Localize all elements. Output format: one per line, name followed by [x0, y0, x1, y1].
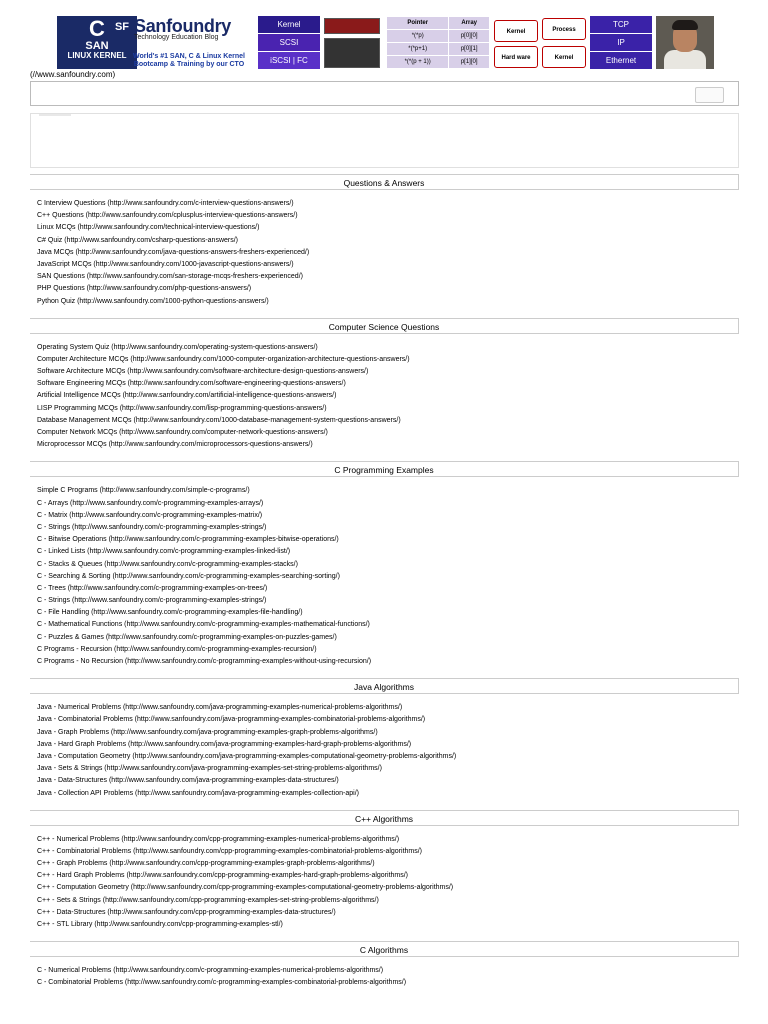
kernel-box: Kernel [542, 46, 586, 68]
list-item[interactable] [37, 907, 739, 919]
list-item[interactable] [37, 210, 739, 222]
section-cpp-algorithms [30, 810, 739, 932]
list-item[interactable] [37, 427, 739, 439]
link[interactable]: Software Engineering MCQs (http://www.sanfoundry.com/software-engineering-questions-answers/) [37, 380, 346, 388]
link[interactable]: Java - Hard Graph Problems (http://www.sanfoundry.com/java-programming-examples-hard-graph-problems-algorithms/) [37, 740, 412, 748]
list-item[interactable] [37, 403, 739, 415]
link[interactable]: C - Matrix (http://www.sanfoundry.com/c-programming-examples-matrix/) [37, 511, 263, 519]
list-item[interactable] [37, 619, 739, 631]
list-item[interactable] [37, 965, 739, 977]
link[interactable]: SAN Questions (http://www.sanfoundry.com/san-storage-mcqs-freshers-experienced/) [37, 273, 303, 281]
list-item[interactable] [37, 390, 739, 402]
link[interactable]: C - Linked Lists (http://www.sanfoundry.com/c-programming-examples-linked-list/) [37, 548, 291, 556]
network-layer: IP [590, 34, 652, 51]
list-item[interactable] [37, 977, 739, 989]
link-list [30, 477, 739, 668]
photo-shirt [664, 50, 706, 69]
switch-unit [324, 18, 380, 34]
list-item[interactable] [37, 546, 739, 558]
sf-logo-icon: SF [112, 18, 132, 36]
list-item[interactable] [37, 198, 739, 210]
search-bar[interactable] [30, 81, 739, 106]
link[interactable]: Software Architecture MCQs (http://www.sanfoundry.com/software-architecture-design-questions-answers/) [37, 368, 369, 376]
link[interactable]: C - File Handling (http://www.sanfoundry.com/c-programming-examples-file-handling/) [37, 609, 303, 617]
stack-layer: iSCSI | FC [258, 52, 320, 69]
list-item[interactable] [37, 775, 739, 787]
list-item[interactable] [37, 510, 739, 522]
pointer-cell: *(*p) [387, 30, 449, 43]
list-item[interactable] [37, 283, 739, 295]
cto-photo[interactable] [656, 16, 714, 69]
process-box: Process [542, 18, 586, 40]
list-item[interactable] [37, 259, 739, 271]
list-item[interactable] [37, 702, 739, 714]
list-item[interactable] [37, 354, 739, 366]
list-item[interactable] [37, 559, 739, 571]
link[interactable]: C Interview Questions (http://www.sanfoundry.com/c-interview-questions-answers/) [37, 200, 294, 207]
network-layer: Ethernet [590, 52, 652, 69]
photo-hair [672, 20, 698, 30]
link[interactable]: C# Quiz (http://www.sanfoundry.com/csharp-questions-answers/) [37, 236, 239, 244]
kernel-process-graphic [494, 16, 586, 69]
list-item[interactable] [37, 727, 739, 739]
list-item[interactable] [37, 714, 739, 726]
link[interactable]: Java - Collection API Problems (http://www.sanfoundry.com/java-programming-examples-collection-api/) [37, 789, 359, 797]
section-c-algorithms [30, 941, 739, 989]
server-hardware-image [324, 16, 380, 69]
link[interactable]: Java - Computation Geometry (http://www.sanfoundry.com/java-programming-examples-computational-geometry-problems-algorithms/) [37, 752, 457, 760]
link[interactable]: C++ - Numerical Problems (http://www.sanfoundry.com/cpp-programming-examples-numerical-problems-algorithms/) [37, 835, 400, 843]
link-list [30, 190, 739, 308]
link[interactable]: Java - Graph Problems (http://www.sanfoundry.com/java-programming-examples-graph-problems-algorithms/) [37, 728, 378, 736]
pointer-cell: *(*(p + 1)) [387, 56, 449, 69]
link[interactable]: Python Quiz (http://www.sanfoundry.com/1000-python-questions-answers/) [37, 297, 269, 305]
link[interactable]: C Programs - Recursion (http://www.sanfoundry.com/c-programming-examples-recursion/) [37, 645, 317, 653]
link[interactable]: C - Combinatorial Problems (http://www.sanfoundry.com/c-programming-examples-combinatorial-problems-algorithms/) [37, 979, 407, 987]
stack-layer: Kernel [258, 16, 320, 33]
list-item[interactable] [37, 235, 739, 247]
section-heading: C Programming Examples [30, 461, 739, 477]
list-item[interactable] [37, 595, 739, 607]
link[interactable]: C - Strings (http://www.sanfoundry.com/c-programming-examples-strings/) [37, 597, 267, 605]
section-heading: Questions & Answers [30, 174, 739, 190]
list-item[interactable] [37, 247, 739, 259]
sanfoundry-brand[interactable] [112, 16, 252, 69]
section-heading: C Algorithms [30, 941, 739, 957]
link[interactable]: C++ - Combinatorial Problems (http://www.sanfoundry.com/cpp-programming-examples-combinatorial-problems-algorithms/) [37, 847, 423, 855]
logo-kernel-text: LINUX KERNEL [67, 51, 127, 61]
link[interactable]: Artificial Intelligence MCQs (http://www.sanfoundry.com/artificial-intelligence-questions-answers/) [37, 392, 337, 400]
list-item[interactable] [37, 296, 739, 308]
list-item[interactable] [37, 498, 739, 510]
list-item[interactable] [37, 834, 739, 846]
link[interactable]: C - Puzzles & Games (http://www.sanfoundry.com/c-programming-examples-on-puzzles-games/) [37, 633, 337, 641]
link[interactable]: C - Mathematical Functions (http://www.sanfoundry.com/c-programming-examples-mathematical-functions/) [37, 621, 370, 629]
link[interactable]: C - Searching & Sorting (http://www.sanfoundry.com/c-programming-examples-searching-sorting/) [37, 572, 340, 580]
link[interactable]: C - Bitwise Operations (http://www.sanfoundry.com/c-programming-examples-bitwise-operations/) [37, 536, 339, 544]
section-c-programming-examples [30, 461, 739, 668]
header-banner[interactable] [30, 14, 739, 71]
list-item[interactable] [37, 858, 739, 870]
link[interactable]: Linux MCQs (http://www.sanfoundry.com/technical-interview-questions/) [37, 224, 260, 232]
stack-layer: SCSI [258, 34, 320, 51]
link[interactable]: Java - Numerical Problems (http://www.sanfoundry.com/java-programming-examples-numerical-problems-algorithms/) [37, 704, 403, 712]
section-heading: Computer Science Questions [30, 318, 739, 334]
list-item[interactable] [37, 522, 739, 534]
list-item[interactable] [37, 607, 739, 619]
link[interactable]: C++ - Data-Structures (http://www.sanfoundry.com/cpp-programming-examples-data-structures/) [37, 908, 336, 916]
site-home-link[interactable]: (//www.sanfoundry.com) [30, 70, 116, 79]
section-heading: Java Algorithms [30, 678, 739, 694]
list-item[interactable] [37, 763, 739, 775]
link[interactable]: C - Trees (http://www.sanfoundry.com/c-programming-examples-on-trees/) [37, 584, 268, 592]
array-header: Array [449, 17, 490, 30]
pointer-header: Pointer [387, 17, 449, 30]
link[interactable]: PHP Questions (http://www.sanfoundry.com/php-questions-answers/) [37, 285, 252, 293]
link[interactable]: Java - Sets & Strings (http://www.sanfoundry.com/java-programming-examples-set-string-problems-algorithms/) [37, 765, 382, 773]
list-item[interactable] [37, 751, 739, 763]
link[interactable]: Java MCQs (http://www.sanfoundry.com/java-questions-answers-freshers-experienced/) [37, 248, 310, 256]
list-item[interactable] [37, 366, 739, 378]
list-item[interactable] [37, 644, 739, 656]
array-cell: p[1][0] [449, 56, 490, 69]
logo-c-letter: C [89, 16, 105, 41]
link[interactable]: LISP Programming MCQs (http://www.sanfoundry.com/lisp-programming-questions-answers/) [37, 404, 327, 412]
section-questions-answers [30, 174, 739, 308]
link-sections [30, 174, 739, 990]
server-unit [324, 38, 380, 68]
kernel-box: Kernel [494, 20, 538, 42]
list-item[interactable] [37, 271, 739, 283]
search-button[interactable] [695, 87, 724, 103]
link-list [30, 826, 739, 932]
link[interactable]: Computer Architecture MCQs (http://www.sanfoundry.com/1000-computer-organization-architecture-questions-answers/) [37, 355, 410, 363]
list-item[interactable] [37, 632, 739, 644]
link[interactable]: Operating System Quiz (http://www.sanfoundry.com/operating-system-questions-answers/) [37, 343, 318, 351]
list-item[interactable] [37, 222, 739, 234]
list-item[interactable] [37, 378, 739, 390]
list-item[interactable] [37, 571, 739, 583]
list-item[interactable] [37, 656, 739, 668]
link[interactable]: Database Management MCQs (http://www.sanfoundry.com/1000-database-management-system-questions-answers/) [37, 416, 401, 424]
link-list [30, 957, 739, 989]
network-stack-graphic [590, 16, 652, 69]
list-item[interactable] [37, 439, 739, 451]
section-heading: C++ Algorithms [30, 810, 739, 826]
list-item[interactable] [37, 342, 739, 354]
logo-san-text: SAN [85, 40, 109, 52]
link[interactable]: Computer Network MCQs (http://www.sanfoundry.com/computer-network-questions-answers/) [37, 429, 328, 436]
section-computer-science [30, 318, 739, 452]
brand-claim: World's #1 SAN, C & Linux Kernel Bootcamp & Training by our CTO [133, 53, 245, 69]
link[interactable]: C - Numerical Problems (http://www.sanfoundry.com/c-programming-examples-numerical-problems-algorithms/) [37, 967, 384, 975]
link[interactable]: C - Strings (http://www.sanfoundry.com/c-programming-examples-strings/) [37, 523, 267, 531]
list-item[interactable] [37, 919, 739, 931]
hardware-box: Hard ware [494, 46, 538, 68]
link[interactable]: C++ - STL Library (http://www.sanfoundry.com/cpp-programming-examples-stl/) [37, 921, 283, 928]
link[interactable]: C++ - Computation Geometry (http://www.sanfoundry.com/cpp-programming-examples-computational-geometry-problems-algorithms/) [37, 884, 454, 892]
pointer-array-table [386, 16, 490, 69]
link[interactable]: C++ - Sets & Strings (http://www.sanfoundry.com/cpp-programming-examples-set-string-problems-algorithms/) [37, 896, 379, 904]
section-java-algorithms [30, 678, 739, 800]
link[interactable]: C++ Questions (http://www.sanfoundry.com/cplusplus-interview-questions-answers/) [37, 212, 298, 220]
link[interactable]: C++ - Hard Graph Problems (http://www.sanfoundry.com/cpp-programming-examples-hard-graph-problems-algorithms/) [37, 872, 409, 880]
link[interactable]: C - Arrays (http://www.sanfoundry.com/c-programming-examples-arrays/) [37, 499, 264, 507]
link[interactable]: Java - Combinatorial Problems (http://www.sanfoundry.com/java-programming-examples-combinatorial-problems-algorithms/) [37, 716, 426, 724]
link[interactable]: Simple C Programs (http://www.sanfoundry.com/simple-c-programs/) [37, 487, 250, 495]
list-item[interactable] [37, 882, 739, 894]
link[interactable]: C - Stacks & Queues (http://www.sanfoundry.com/c-programming-examples-stacks/) [37, 560, 298, 568]
list-item[interactable] [37, 534, 739, 546]
array-cell: p[0][0] [449, 30, 490, 43]
list-item[interactable] [37, 788, 739, 800]
link[interactable]: Java - Data-Structures (http://www.sanfoundry.com/java-programming-examples-data-structures/) [37, 777, 339, 785]
network-layer: TCP [590, 16, 652, 33]
list-item[interactable] [37, 415, 739, 427]
storage-stack-graphic [258, 16, 320, 69]
list-item[interactable] [37, 583, 739, 595]
link-list [30, 694, 739, 800]
pointer-cell: *(*p+1) [387, 43, 449, 56]
list-item[interactable] [37, 895, 739, 907]
brand-tagline: Technology Education Blog [134, 34, 219, 41]
list-item[interactable] [37, 870, 739, 882]
list-item[interactable] [37, 846, 739, 858]
link[interactable]: Microprocessor MCQs (http://www.sanfoundry.com/microprocessors-questions-answers/) [37, 441, 313, 449]
array-cell: p[0][1] [449, 43, 490, 56]
brand-name: Sanfoundry [134, 16, 232, 36]
link[interactable]: JavaScript MCQs (http://www.sanfoundry.com/1000-javascript-questions-answers/) [37, 260, 294, 268]
list-item[interactable] [37, 739, 739, 751]
ad-placeholder [30, 113, 739, 168]
link[interactable]: C++ - Graph Problems (http://www.sanfoundry.com/cpp-programming-examples-graph-problems-algorithms/) [37, 860, 375, 868]
link[interactable]: C Programs - No Recursion (http://www.sanfoundry.com/c-programming-examples-without-using-recursion/) [37, 658, 372, 665]
list-item[interactable] [37, 485, 739, 497]
link-list [30, 334, 739, 452]
ad-tab [39, 114, 71, 116]
